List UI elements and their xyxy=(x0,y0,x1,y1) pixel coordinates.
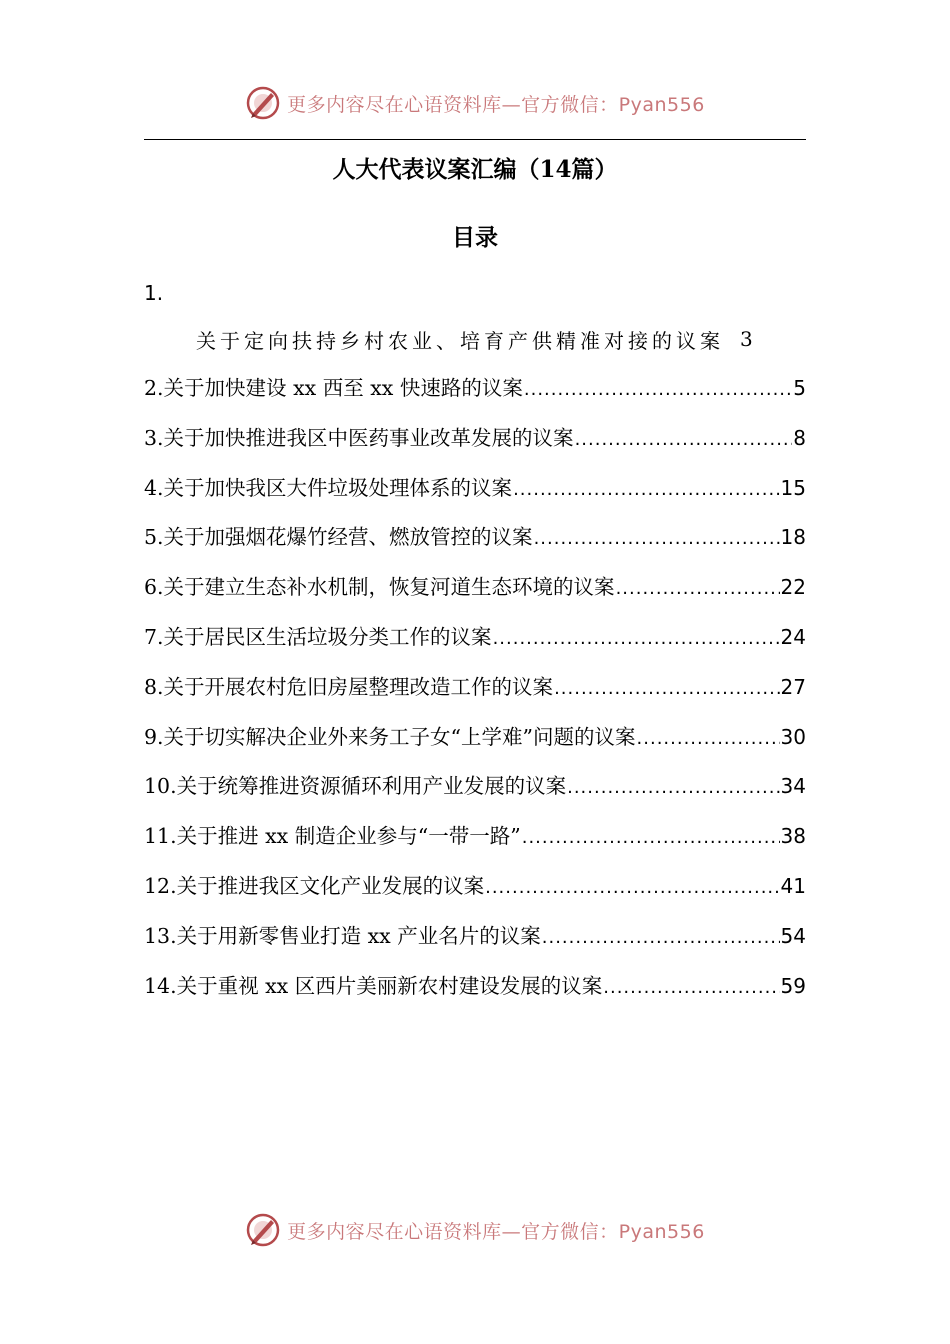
toc-item-title: 4.关于加快我区大件垃圾处理体系的议案 xyxy=(144,475,513,500)
toc-item-title: 7.关于居民区生活垃圾分类工作的议案 xyxy=(144,624,492,649)
toc-item-title: 12.关于推进我区文化产业发展的议案 xyxy=(144,873,485,898)
toc-leader-dots xyxy=(485,863,779,913)
toc-item[interactable] xyxy=(144,513,806,563)
toc-leader-dots xyxy=(554,664,779,714)
toc-leader-dots xyxy=(534,514,780,564)
toc-item[interactable] xyxy=(144,962,806,1012)
toc-item[interactable] xyxy=(144,563,806,613)
toc-item-title: 2.关于加快建设 xx 西至 xx 快速路的议案 xyxy=(144,376,523,400)
toc-leader-dots xyxy=(522,813,780,863)
toc-leader-dots xyxy=(542,913,780,963)
toc-item[interactable] xyxy=(144,314,806,364)
toc-item-page: 24 xyxy=(780,624,806,649)
watermark-text: 更多内容尽在心语资料库—官方微信：Pyan556 xyxy=(287,1220,705,1243)
toc-item[interactable] xyxy=(144,364,806,414)
toc-leader-dots xyxy=(524,365,792,415)
toc-item[interactable] xyxy=(144,762,806,812)
toc-item[interactable] xyxy=(144,414,806,464)
header-divider xyxy=(144,139,806,140)
toc-item-title: 11.关于推进 xx 制造企业参与“一带一路” xyxy=(144,824,521,849)
toc-item[interactable] xyxy=(144,613,806,663)
watermark-header xyxy=(0,81,950,125)
watermark-id: Pyan556 xyxy=(618,93,705,116)
toc-list xyxy=(144,364,806,1011)
toc-item-title: 14.关于重视 xx 区西片美丽新农村建设发展的议案 xyxy=(144,973,603,998)
toc-item[interactable] xyxy=(144,663,806,713)
toc-item-page: 22 xyxy=(780,575,806,600)
watermark-footer xyxy=(0,1208,950,1252)
toc-item-title: 13.关于用新零售业打造 xx 产业名片的议案 xyxy=(144,923,541,948)
toc-item[interactable] xyxy=(144,862,806,912)
toc-item-page: 5 xyxy=(793,376,806,400)
toc-item[interactable] xyxy=(144,812,806,862)
toc-item-title: 关于定向扶持乡村农业、培育产供精准对接的议案 xyxy=(196,328,724,353)
toc-item-title: 9.关于切实解决企业外来务工子女“上学难”问题的议案 xyxy=(144,724,636,749)
toc-leader-dots xyxy=(603,963,779,1013)
toc-item-title: 6.关于建立生态补水机制，恢复河道生态环境的议案 xyxy=(144,575,615,600)
toc-item-page: 18 xyxy=(780,525,806,550)
toc-item-page: 38 xyxy=(780,824,806,849)
toc-item-page: 8 xyxy=(793,425,806,450)
toc-item-page: 15 xyxy=(780,475,806,500)
watermark-id: Pyan556 xyxy=(618,1220,705,1243)
watermark-text: 更多内容尽在心语资料库—官方微信：Pyan556 xyxy=(287,93,705,116)
toc-leader-dots xyxy=(637,714,780,764)
toc-item-page: 59 xyxy=(780,973,806,998)
toc-item-page: 30 xyxy=(780,724,806,749)
toc-leader-dots xyxy=(513,465,779,515)
toc-item-title: 8.关于开展农村危旧房屋整理改造工作的议案 xyxy=(144,674,554,699)
toc-leader-dots xyxy=(567,763,779,813)
pen-logo-icon xyxy=(245,85,281,121)
table-of-contents xyxy=(144,272,806,1011)
toc-item-title: 3.关于加快推进我区中医药事业改革发展的议案 xyxy=(144,425,574,450)
toc-item-page: 27 xyxy=(780,674,806,699)
toc-item-number: 1. xyxy=(144,281,164,305)
toc-leader-dots xyxy=(616,564,780,614)
toc-item-title: 5.关于加强烟花爆竹经营、燃放管控的议案 xyxy=(144,525,533,550)
toc-item[interactable] xyxy=(144,713,806,763)
toc-item-page: 41 xyxy=(780,873,806,898)
toc-leader-dots xyxy=(575,415,793,465)
toc-item-page: 54 xyxy=(780,923,806,948)
document-title: 人大代表议案汇编（14篇） xyxy=(332,156,618,183)
toc-item-title: 10.关于统筹推进资源循环利用产业发展的议案 xyxy=(144,774,567,799)
toc-item-page: 3 xyxy=(740,327,753,351)
toc-item[interactable] xyxy=(144,912,806,962)
pen-logo-icon xyxy=(245,1212,281,1248)
toc-item[interactable] xyxy=(144,464,806,514)
toc-item-page: 34 xyxy=(780,774,806,799)
toc-leader-dots xyxy=(493,614,780,664)
toc-heading: 目录 xyxy=(452,224,498,251)
